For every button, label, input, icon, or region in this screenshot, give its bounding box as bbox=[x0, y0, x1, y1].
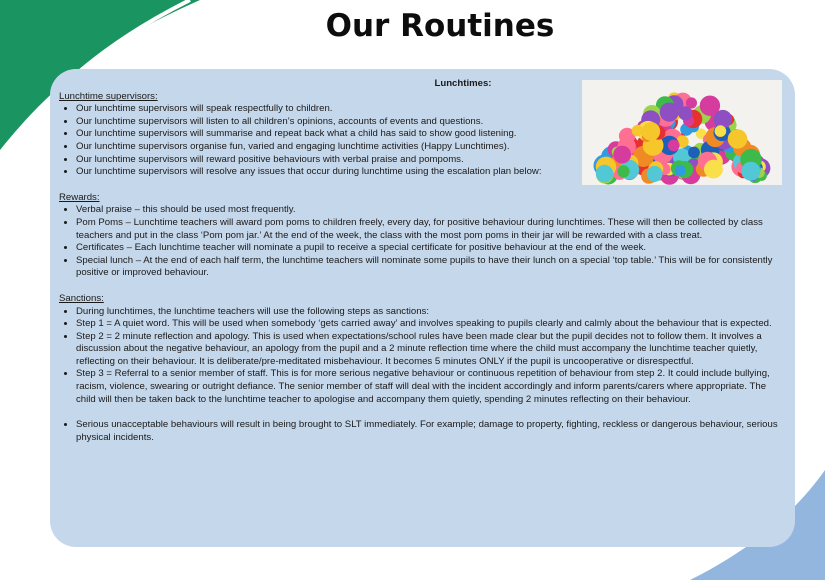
list-item: • Our lunchtime supervisors will summarise and repeat back what a child has said to show good listening. bbox=[76, 128, 787, 141]
supervisors-title: Lunchtime supervisors: bbox=[59, 90, 158, 102]
lunchtimes-panel bbox=[50, 69, 795, 547]
supervisors-list bbox=[59, 103, 787, 179]
serious-list bbox=[59, 419, 787, 444]
rewards-list bbox=[59, 204, 787, 280]
list-item: • Step 2 = 2 minute reflection and apology. This is used when expectations/school rules have been made clear but the pupil decides not to follow them. It involves a discussion about the negative behaviour, an apology from the pupil and a 2 minute reflection time where the child must accompany the lunchtime teacher quietly, reflecting on their behaviour. It is deliberate/pre-meditated misbehaviour. It becomes 5 minutes ONLY if the pupil is uncooperative or disrespectful. bbox=[76, 331, 787, 369]
list-item: • Our lunchtime supervisors will reward positive behaviours with verbal praise and pompoms. bbox=[76, 154, 787, 167]
page-title: Our Routines bbox=[325, 8, 555, 44]
list-item: • Verbal praise – this should be used most frequently. bbox=[76, 204, 787, 217]
list-item: • During lunchtimes, the lunchtime teachers will use the following steps as sanctions: bbox=[76, 306, 787, 319]
list-item: • Our lunchtime supervisors organise fun, varied and engaging lunchtime activities (Happy Lunchtimes). bbox=[76, 141, 787, 154]
list-item: • Our lunchtime supervisors will listen to all children’s opinions, accounts of events and questions. bbox=[76, 116, 787, 129]
list-item: • Serious unacceptable behaviours will result in being brought to SLT immediately. For example; damage to property, fighting, reckless or dangerous behaviour, serious physical incidents. bbox=[76, 419, 787, 444]
panel-heading: Lunchtimes: bbox=[434, 78, 492, 89]
list-item: • Our lunchtime supervisors will resolve any issues that occur during lunchtime using the escalation plan below: bbox=[76, 166, 787, 179]
panel-content bbox=[59, 78, 787, 444]
list-item: • Step 3 = Referral to a senior member of staff. This is for more serious negative behaviour or continuous repetition of behaviour from step 2. It could include bullying, racism, violence, swearing or outright defiance. The senior member of staff will deal with the incident accordingly and inform parents/carers where appropriate. The child will then be taken back to the lunchtime teacher to apologise and accompany them quietly, spending 2 minutes reflecting on their behaviour. bbox=[76, 368, 787, 406]
sanctions-title: Sanctions: bbox=[59, 292, 104, 304]
list-item: • Certificates – Each lunchtime teacher will nominate a pupil to receive a special certificate for positive behaviour at the end of the week. bbox=[76, 242, 787, 255]
list-item: • Our lunchtime supervisors will speak respectfully to children. bbox=[76, 103, 787, 116]
sanctions-list bbox=[59, 306, 787, 407]
list-item: • Pom Poms – Lunchtime teachers will award pom poms to children freely, every day, for positive behaviour during lunchtimes. These will then be collected by class teachers and put in the class ‘Pom pom jar.’ At the end of the week, the class with the most pom poms in their jar will be rewarded with a class treat. bbox=[76, 217, 787, 242]
list-item: • Special lunch – At the end of each half term, the lunchtime teachers will nominate some pupils to have their lunch on a special ‘top table.’ This will be for consistently positive or improved behaviour. bbox=[76, 255, 787, 280]
rewards-title: Rewards: bbox=[59, 191, 100, 203]
list-item: • Step 1 = A quiet word. This will be used when somebody ‘gets carried away’ and involves speaking to pupils clearly and calmly about the behaviour that is expected. bbox=[76, 318, 787, 331]
